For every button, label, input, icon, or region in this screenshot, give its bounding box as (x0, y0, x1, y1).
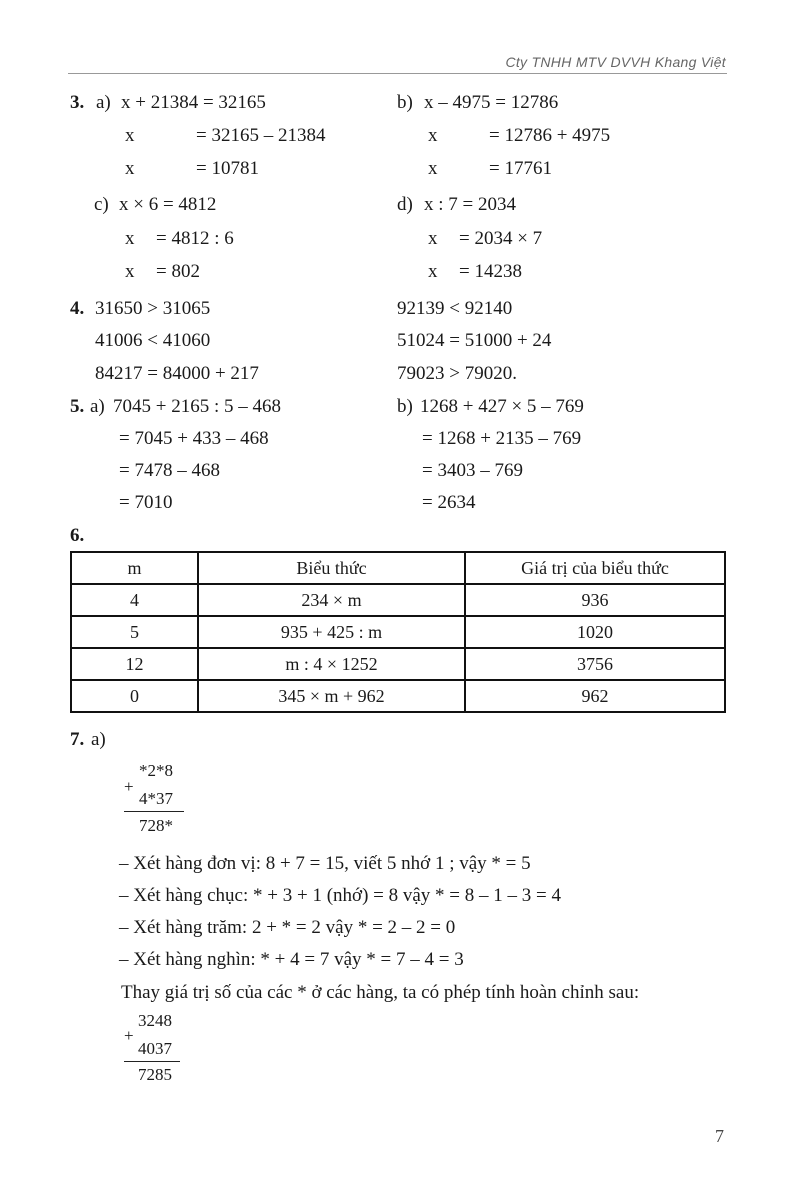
ex3-c-step: = 4812 : 6 (156, 228, 234, 249)
ex3-b-label: b) (397, 92, 413, 113)
ex7-a-label: a) (91, 729, 106, 750)
cell-m: 5 (71, 616, 198, 648)
ex4-comparison: 51024 = 51000 + 24 (397, 330, 552, 351)
cell-m: 4 (71, 584, 198, 616)
ex4-comparison: 41006 < 41060 (95, 330, 211, 351)
ex3-d-x: x (428, 228, 438, 249)
ex3-b-equation: x – 4975 = 12786 (424, 92, 559, 113)
ex3-d-label: d) (397, 194, 413, 215)
column-header-expression: Biểu thức (198, 552, 465, 584)
cell-m: 0 (71, 680, 198, 712)
ex5-a-expression: 7045 + 2165 : 5 – 468 (113, 396, 281, 417)
cell-expression: 935 + 425 : m (198, 616, 465, 648)
ex5-b-label: b) (397, 396, 413, 417)
table-header-row (71, 552, 725, 584)
column-header-m: m (71, 552, 198, 584)
ex5-a-step: = 7478 – 468 (119, 460, 220, 481)
exercise-6-number: 6. (70, 525, 85, 546)
ex5-a-step: = 7010 (119, 492, 173, 513)
table-row (71, 616, 725, 648)
solution-sum: 7285 (138, 1065, 172, 1084)
plus-sign: + (124, 1026, 134, 1045)
table-row (71, 680, 725, 712)
ex3-a-result: = 10781 (196, 158, 259, 179)
ex3-a-x: x (125, 158, 135, 179)
ex4-comparison: 92139 < 92140 (397, 298, 513, 319)
cell-value: 962 (465, 680, 725, 712)
cell-value: 936 (465, 584, 725, 616)
ex5-b-expression: 1268 + 427 × 5 – 769 (420, 396, 584, 417)
ex3-d-x: x (428, 261, 438, 282)
ex3-a-equation: x + 21384 = 32165 (121, 92, 266, 113)
conclusion-text: Thay giá trị số của các * ở các hàng, ta có phép tính hoàn chỉnh sau: (121, 982, 640, 1003)
table-row (71, 584, 725, 616)
ex3-b-result: = 17761 (489, 158, 552, 179)
explanation-line: – Xét hàng trăm: 2 + * = 2 vậy * = 2 – 2 = 0 (119, 917, 456, 938)
ex3-b-x: x (428, 158, 438, 179)
ex4-comparison: 31650 > 31065 (95, 298, 211, 319)
ex5-b-step: = 1268 + 2135 – 769 (422, 428, 582, 449)
cell-m: 12 (71, 648, 198, 680)
column-header-value: Giá trị của biểu thức (465, 552, 725, 584)
ex3-d-equation: x : 7 = 2034 (424, 194, 516, 215)
ex3-c-result: = 802 (156, 261, 200, 282)
cell-value: 1020 (465, 616, 725, 648)
publisher-header: Cty TNHH MTV DVVH Khang Việt (505, 54, 726, 70)
solution-addend-bottom: 4037 (138, 1039, 172, 1058)
explanation-line: – Xét hàng đơn vị: 8 + 7 = 15, viết 5 nhớ 1 ; vậy * = 5 (119, 853, 531, 874)
ex3-b-x: x (428, 125, 438, 146)
cell-expression: 234 × m (198, 584, 465, 616)
exercise-4-number: 4. (70, 298, 85, 319)
ex3-a-step: = 32165 – 21384 (196, 125, 326, 146)
plus-sign: + (124, 777, 134, 796)
ex5-a-label: a) (90, 396, 105, 417)
ex5-b-step: = 2634 (422, 492, 476, 513)
exercise-3-number: 3. (70, 92, 85, 113)
solution-addend-top: 3248 (138, 1011, 172, 1030)
explanation-line: – Xét hàng chục: * + 3 + 1 (nhớ) = 8 vậy * = 8 – 1 – 3 = 4 (119, 885, 561, 906)
ex5-a-step: = 7045 + 433 – 468 (119, 428, 269, 449)
cell-value: 3756 (465, 648, 725, 680)
sum-line (124, 811, 184, 812)
ex3-c-x: x (125, 228, 135, 249)
puzzle-sum: 728* (139, 816, 173, 835)
ex4-comparison: 84217 = 84000 + 217 (95, 363, 259, 384)
ex3-d-result: = 14238 (459, 261, 522, 282)
page-number: 7 (715, 1126, 724, 1146)
ex3-a-x: x (125, 125, 135, 146)
header-rule (68, 73, 727, 74)
ex3-c-x: x (125, 261, 135, 282)
ex3-a-label: a) (96, 92, 111, 113)
sum-line (124, 1061, 180, 1062)
ex5-b-step: = 3403 – 769 (422, 460, 523, 481)
ex3-c-equation: x × 6 = 4812 (119, 194, 217, 215)
cell-expression: 345 × m + 962 (198, 680, 465, 712)
cell-expression: m : 4 × 1252 (198, 648, 465, 680)
puzzle-addend-top: *2*8 (139, 761, 173, 780)
ex3-b-step: = 12786 + 4975 (489, 125, 611, 146)
table-row (71, 648, 725, 680)
exercise-5-number: 5. (70, 396, 85, 417)
ex3-c-label: c) (94, 194, 109, 215)
explanation-line: – Xét hàng nghìn: * + 4 = 7 vậy * = 7 – 4 = 3 (119, 949, 464, 970)
ex3-d-step: = 2034 × 7 (459, 228, 543, 249)
ex4-comparison: 79023 > 79020. (397, 363, 517, 384)
expression-table (70, 551, 726, 713)
puzzle-addend-bottom: 4*37 (139, 789, 173, 808)
exercise-7-number: 7. (70, 729, 85, 750)
